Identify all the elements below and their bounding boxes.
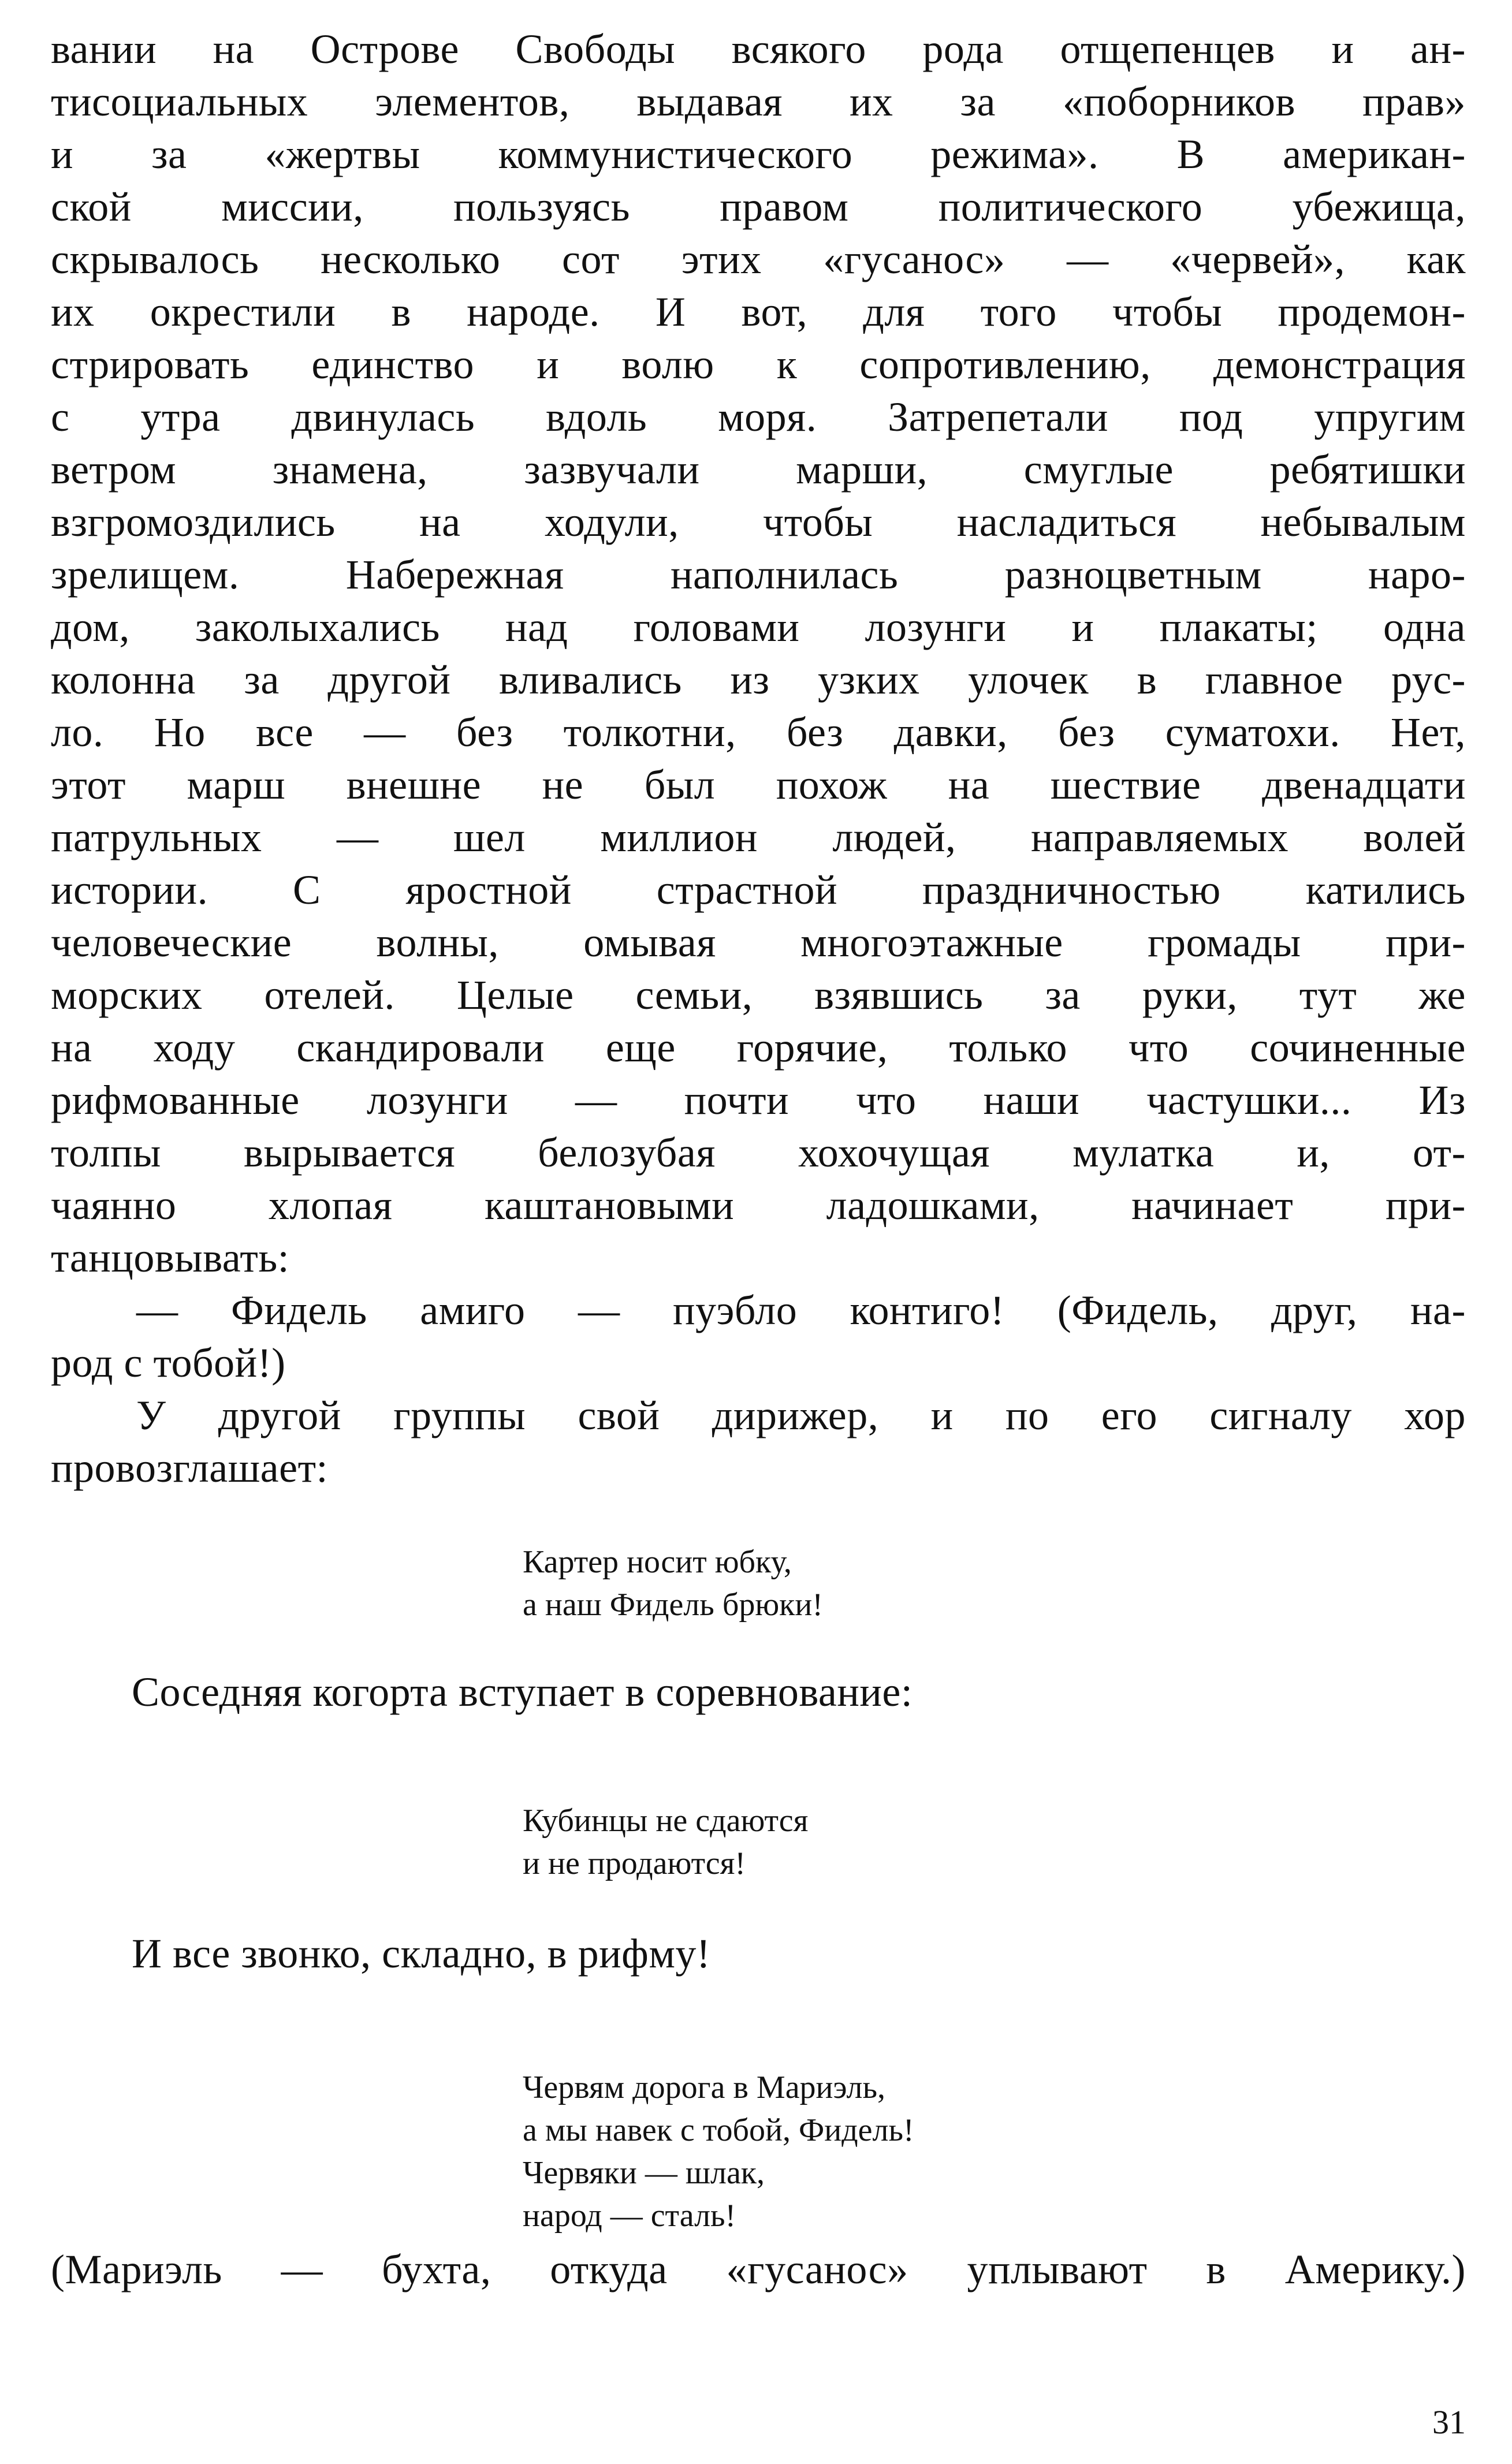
group-paragraph [51, 1389, 1466, 1494]
verse-block-1 [523, 1541, 823, 1626]
text-line: колонна за другой вливались из узких улочек в главное рус- [51, 657, 1466, 703]
text-line: взгромоздились на ходули, чтобы насладиться небывалым [51, 499, 1466, 545]
text-line: морских отелей. Целые семьи, взявшись за руки, тут же [51, 972, 1466, 1018]
text-line: на ходу скандировали еще горячие, только что сочиненные [51, 1024, 1466, 1071]
text-line: истории. С яростной страстной праздничностью катились [51, 867, 1466, 913]
text-line: провозглашает: [51, 1445, 329, 1491]
text-line: ветром знамена, зазвучали марши, смуглые ребятишки [51, 446, 1466, 493]
verse-block-3 [523, 2066, 914, 2237]
text-line: зрелищем. Набережная наполнилась разноцветным наро- [51, 551, 1466, 598]
dialogue-paragraph [51, 1284, 1466, 1389]
text-line: толпы вырывается белозубая хохочущая мулатка и, от- [51, 1130, 1466, 1176]
text-line: патрульных — шел миллион людей, направляемых волей [51, 814, 1466, 860]
text-line: тисоциальных элементов, выдавая их за «поборников прав» [51, 79, 1466, 125]
text-line: с утра двинулась вдоль моря. Затрепетали под упругим [51, 394, 1466, 440]
main-text-block [51, 23, 1466, 1494]
verse-line: народ — сталь! [523, 2198, 736, 2234]
main-paragraph [51, 23, 1466, 1284]
text-line: их окрестили в народе. И вот, для того чтобы продемон- [51, 289, 1466, 335]
verse-line: а мы навек с тобой, Фидель! [523, 2112, 914, 2148]
text-line: скрывалось несколько сот этих «гусанос» — «червей», как [51, 236, 1466, 282]
verse-line: и не продаются! [523, 1846, 746, 1881]
transition-paragraph-1: Соседняя когорта вступает в соревнование: [132, 1669, 913, 1715]
transition-paragraph-2: И все звонко, складно, в рифму! [132, 1930, 711, 1977]
verse-line: Червям дорога в Мариэль, [523, 2070, 886, 2105]
verse-line: Червяки — шлак, [523, 2155, 765, 2191]
page-number: 31 [1432, 2403, 1466, 2441]
text-line: вании на Острове Свободы всякого рода отщепенцев и ан- [51, 26, 1466, 72]
text-line: танцовывать: [51, 1235, 290, 1281]
text-line: — Фидель амиго — пуэбло контиго! (Фидель, друг, на- [136, 1287, 1466, 1333]
text-line: стрировать единство и волю к сопротивлению, демонстрация [51, 341, 1466, 387]
verse-line: Картер носит юбку, [523, 1544, 792, 1580]
text-line: рифмованные лозунги — почти что наши частушки... Из [51, 1077, 1466, 1123]
verse-block-2 [523, 1799, 808, 1885]
verse-line: а наш Фидель брюки! [523, 1587, 823, 1623]
footnote: (Мариэль — бухта, откуда «гусанос» уплывают в Америку.) [51, 2246, 1466, 2292]
text-line: ской миссии, пользуясь правом политического убежища, [51, 184, 1466, 230]
text-line: и за «жертвы коммунистического режима». В американ- [51, 131, 1466, 177]
text-line: чаянно хлопая каштановыми ладошками, начинает при- [51, 1182, 1466, 1228]
text-line: род с тобой!) [51, 1340, 286, 1386]
verse-line: Кубинцы не сдаются [523, 1803, 809, 1839]
text-line: человеческие волны, омывая многоэтажные громады при- [51, 919, 1466, 966]
text-line: ло. Но все — без толкотни, без давки, без суматохи. Нет, [51, 709, 1466, 755]
text-line: дом, заколыхались над головами лозунги и плакаты; одна [51, 604, 1466, 650]
text-line: У другой группы свой дирижер, и по его сигналу хор [136, 1392, 1466, 1438]
text-line: этот марш внешне не был похож на шествие двенадцати [51, 762, 1466, 808]
